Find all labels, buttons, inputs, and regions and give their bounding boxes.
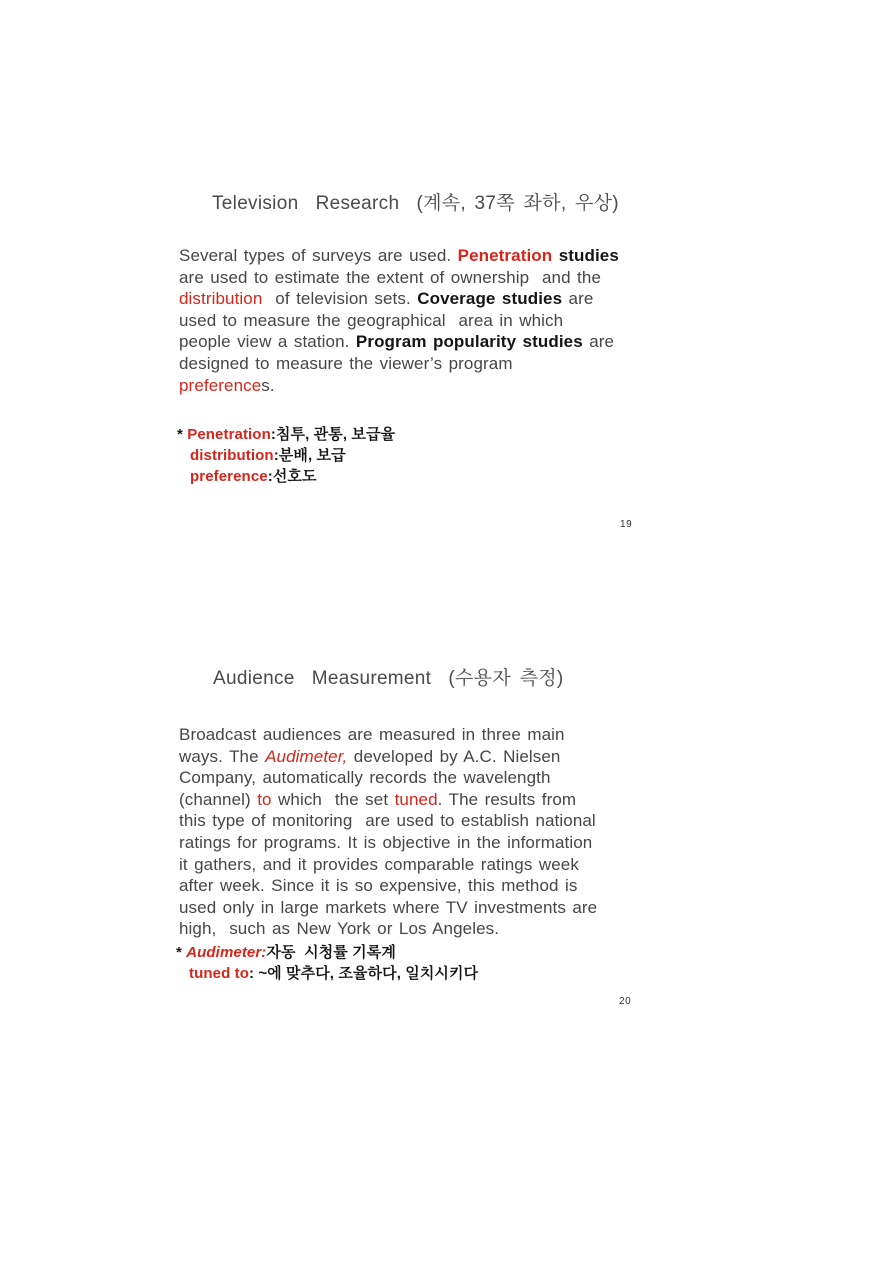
text-run: Several types of surveys are used. <box>179 246 458 265</box>
slide1-vocabulary-notes <box>177 424 637 487</box>
text-run: (channel) <box>179 789 258 809</box>
slide2-vocabulary-notes <box>176 942 636 984</box>
text-run: Penetration <box>187 426 271 443</box>
slide1-title: Television Research (계속, 37쪽 좌하, 우상) <box>212 193 619 214</box>
text-line <box>179 310 679 332</box>
text-line <box>177 424 637 445</box>
text-run: are <box>562 289 594 309</box>
text-run: ratings for programs. It is objective in the information <box>179 832 593 852</box>
text-run: Coverage studies <box>417 289 563 309</box>
slide1-page-number: 19 <box>620 519 633 530</box>
text-run: after week. Since it is so expensive, this method is <box>179 876 578 896</box>
text-run: studies <box>558 246 619 265</box>
text-run: of television sets. <box>262 289 418 309</box>
text-run: it gathers, and it provides comparable ratings week <box>179 854 579 874</box>
text-line <box>176 963 636 984</box>
text-line <box>179 724 679 746</box>
text-line <box>179 875 679 897</box>
text-line <box>179 267 679 289</box>
text-run: Program popularity studies <box>355 332 583 352</box>
text-line <box>179 832 679 854</box>
text-run: Company, automatically records the wavelength <box>179 768 551 788</box>
text-run: Penetration <box>457 246 553 265</box>
text-line <box>179 918 679 940</box>
text-run: : ~에 맞추다, 조율하다, 일치시키다 <box>248 965 479 982</box>
text-line <box>179 789 679 811</box>
text-run: which the set <box>271 789 395 809</box>
text-run: are used to estimate the extent of ownership and the <box>179 267 601 287</box>
text-run: tuned to <box>189 965 249 982</box>
text-run: to <box>257 789 272 809</box>
text-run: this type of monitoring are used to establish national <box>179 811 596 831</box>
text-line <box>179 245 679 267</box>
text-run: are <box>582 332 615 352</box>
text-line <box>179 897 679 919</box>
text-line <box>177 445 637 466</box>
text-line <box>177 466 637 487</box>
text-line <box>179 746 679 768</box>
text-run: preference <box>190 468 268 485</box>
text-run: . The results from <box>437 789 577 809</box>
text-run: Audimeter, <box>265 746 348 766</box>
text-run: distribution <box>190 447 274 464</box>
text-run: Audimeter: <box>186 944 267 961</box>
text-run: high, such as New York or Los Angeles. <box>179 919 500 939</box>
text-run: people view a station. <box>179 332 356 352</box>
text-run: :분배, 보급 <box>273 447 346 464</box>
text-line <box>179 331 679 353</box>
text-line <box>176 942 636 963</box>
text-run: developed by A.C. Nielsen <box>347 746 561 766</box>
text-run: designed to measure the viewer’s program <box>179 353 513 373</box>
text-run: ways. The <box>179 746 266 766</box>
text-run: tuned <box>394 789 438 809</box>
text-run: used to measure the geographical area in which <box>179 310 564 330</box>
text-run: s. <box>261 375 275 395</box>
text-run: used only in large markets where TV investments are <box>179 897 598 917</box>
text-line <box>179 810 679 832</box>
text-line <box>179 288 679 310</box>
text-run: Broadcast audiences are measured in three main <box>179 725 565 744</box>
text-line <box>179 854 679 876</box>
slide2-title: Audience Measurement (수용자 측정) <box>213 668 564 689</box>
text-line <box>179 353 679 375</box>
text-run: :선호도 <box>267 468 317 485</box>
text-run: * <box>176 944 187 961</box>
text-line <box>179 375 679 397</box>
slide2-body-paragraph <box>179 724 679 940</box>
slide1-body-paragraph <box>179 245 679 396</box>
text-line <box>179 767 679 789</box>
text-run: 자동 시청률 기록계 <box>266 944 396 961</box>
text-run: distribution <box>179 289 263 309</box>
slide2-page-number: 20 <box>619 996 632 1007</box>
text-run: preference <box>179 375 262 395</box>
text-run: * <box>177 426 188 443</box>
text-run: :침투, 관통, 보급율 <box>270 426 396 443</box>
